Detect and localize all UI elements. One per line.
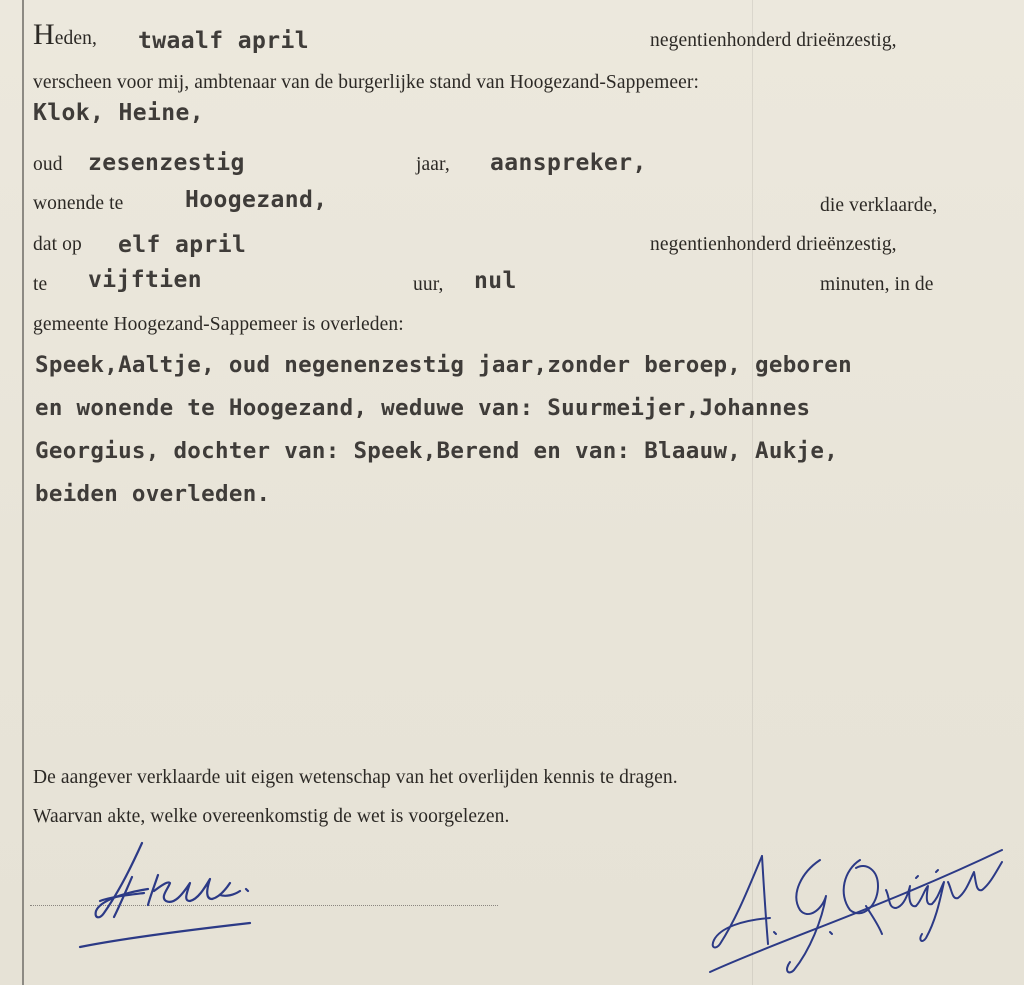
- heden-label: Heden,: [33, 18, 97, 51]
- declarant-age: zesenzestig: [88, 150, 245, 176]
- registrar-signature: [690, 820, 1010, 980]
- declarant-occupation: aanspreker,: [490, 150, 647, 176]
- year-words-1: negentienhonderd drieënzestig,: [650, 30, 897, 51]
- left-margin-rule: [22, 0, 24, 985]
- death-hour: vijftien: [88, 267, 202, 293]
- dat-op-label: dat op: [33, 234, 82, 255]
- wonende-label: wonende te: [33, 193, 124, 214]
- deceased-line: Speek,Aaltje, oud negenenzestig jaar,zonder beroep, geboren: [35, 352, 852, 378]
- oud-label: oud: [33, 154, 63, 175]
- deceased-details: [35, 344, 1020, 516]
- deceased-line: Georgius, dochter van: Speek,Berend en van: Blaauw, Aukje,: [35, 438, 839, 464]
- te-label: te: [33, 274, 48, 295]
- minuten-label: minuten, in de: [820, 274, 934, 295]
- declarant-name: Klok, Heine,: [33, 100, 204, 126]
- verscheen-line: verscheen voor mij, ambtenaar van de burgerlijke stand van Hoogezand-Sappemeer:: [33, 72, 699, 93]
- declarant-residence: Hoogezand,: [185, 187, 328, 213]
- declarant-signature: [70, 835, 270, 955]
- uur-label: uur,: [413, 274, 444, 295]
- death-date: elf april: [118, 232, 247, 258]
- registration-date: twaalf april: [138, 28, 309, 54]
- closing-statement: De aangever verklaarde uit eigen wetenschap van het overlijden kennis te dragen.: [33, 767, 678, 788]
- jaar-label: jaar,: [416, 154, 450, 175]
- closing-akte: Waarvan akte, welke overeenkomstig de wet is voorgelezen.: [33, 806, 510, 827]
- deceased-line: beiden overleden.: [35, 481, 271, 507]
- year-words-2: negentienhonderd drieënzestig,: [650, 234, 897, 255]
- death-minutes: nul: [474, 268, 517, 294]
- gemeente-line: gemeente Hoogezand-Sappemeer is overleden:: [33, 314, 404, 335]
- deceased-line: en wonende te Hoogezand, weduwe van: Suurmeijer,Johannes: [35, 395, 811, 421]
- verklaarde-label: die verklaarde,: [820, 195, 938, 216]
